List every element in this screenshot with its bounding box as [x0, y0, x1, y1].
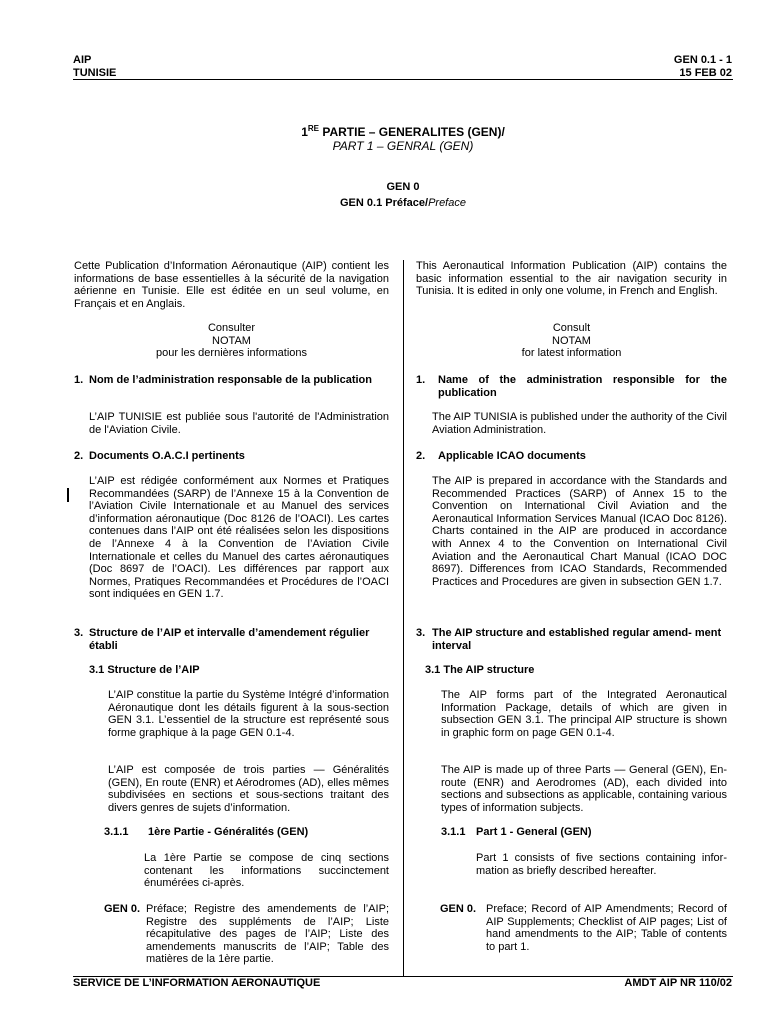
en-s2-text: The AIP is prepared in accordance with the Standards and Recommended Practices (SARP) of Annex 15 to the Convention on International Civil Aviation and the Aeronautical Information Services Manual (ICAO Doc 8126). Charts contained in the AIP are produced in accordance with Annex 4 to the Convention on International Civil Aviation and the Aeronautical Chart Manual (ICAO DOC 8697). Differences from ICAO Standards, Recommended Practices and Procedures are given in subsection GEN 1.7. — [432, 475, 727, 588]
column-divider — [403, 260, 404, 976]
en-s3-number: 3. — [416, 627, 426, 639]
footer-publisher: SERVICE DE L’INFORMATION AERONAUTIQUE — [73, 977, 321, 989]
footer-amendment: AMDT AIP NR 110/02 — [624, 977, 732, 989]
fr-s3-heading: Structure de l’AIP et intervalle d’amendement régulier établi — [89, 627, 370, 652]
page-reference: GEN 0.1 - 1 — [673, 54, 732, 66]
header-aip: AIP — [73, 54, 92, 66]
fr-consult-line3: pour les dernières informations — [155, 347, 308, 360]
en-s31-heading: 3.1 The AIP structure — [425, 664, 535, 676]
fr-s1-heading: Nom de l’administration responsable de la publication — [89, 374, 372, 386]
en-gen0-label: GEN 0. — [440, 903, 477, 915]
fr-intro: Cette Publication d’Information Aéronautique (AIP) contient les informations de base essentielles à la sécurité de la navigation aérienne en Tunisie. Elle est éditée en un seul volume, en Français et en Anglais. — [74, 260, 389, 310]
fr-s311-heading: 1ère Partie - Généralités (GEN) — [148, 826, 309, 838]
fr-s31-paragraph1: L’AIP constitue la partie du Système Intégré d’information Aéronautique dont les détails figurent à la sous-section GEN 3.1. L’essentiel de la structure est représenté sous forme graphique à la page GEN 0.1-4. — [108, 689, 389, 739]
en-consult — [416, 322, 727, 360]
en-s1-heading: Name of the administration responsible for the publication — [438, 374, 727, 399]
change-bar — [67, 488, 69, 502]
section-gen01: GEN 0.1 Préface/Preface — [340, 197, 466, 209]
title-en: PART 1 – GENRAL (GEN) — [332, 139, 474, 153]
fr-consult — [74, 322, 389, 360]
en-consult-line2: NOTAM — [552, 334, 591, 347]
fr-s31-heading: 3.1 Structure de l’AIP — [89, 664, 200, 676]
fr-consult-line1: Consulter — [207, 322, 256, 334]
fr-s311-text: La 1ère Partie se compose de cinq sections contenant les informations succinctement énumérées ci-après. — [144, 852, 389, 890]
en-s311-number: 3.1.1 — [441, 826, 466, 838]
section-gen0: GEN 0 — [386, 181, 420, 193]
fr-s2-number: 2. — [74, 450, 84, 462]
en-s31-paragraph2: The AIP is made up of three Parts — General (GEN), En-route (ENR) and Aerodromes (AD), each divided into sections and subsections as applicable, containing various types of information subjects. — [441, 764, 727, 814]
fr-s31-paragraph2: L’AIP est composée de trois parties — Généralités (GEN), En route (ENR) et Aérodromes (AD), elles mêmes subdivisées en sections et sous-sections traitant des divers genres de sujets d’information. — [108, 764, 389, 814]
fr-gen0-text: Préface; Registre des amendements de l’AIP; Registre des suppléments de l’AIP; Liste récapitulative des pages de l’AIP; Liste des amendements manuscrits de l’AIP; Table des matières de la 1ère partie. — [146, 903, 389, 966]
fr-gen0-label: GEN 0. — [104, 903, 141, 915]
page-title — [73, 122, 733, 153]
fr-s1-text: L’AIP TUNISIE est publiée sous l'autorité de l'Administration de l'Aviation Civile. — [89, 411, 389, 436]
fr-s311-number: 3.1.1 — [104, 826, 129, 838]
header-left — [73, 54, 116, 79]
fr-s1-number: 1. — [74, 374, 84, 386]
header-right — [674, 54, 732, 79]
en-s2-heading: Applicable ICAO documents — [438, 450, 586, 462]
header-country: TUNISIE — [73, 66, 117, 79]
en-s3-heading: The AIP structure and established regular amend- ment interval — [432, 627, 722, 652]
fr-consult-line2: NOTAM — [212, 334, 251, 347]
title-fr: 1RE PARTIE – GENERALITES (GEN)/ — [301, 124, 505, 139]
fr-s2-text: L’AIP est rédigée conformément aux Normes et Pratiques Recommandées (SARP) de l’Annexe 15 à la Convention de l’Aviation Civile Internationale et au Manuel des services d’information aéronautique (Doc 8126 de l’OACI). Les cartes contenues dans l’AIP ont été réalisées selon les dispositions de l’Annexe 4 à la Convention de l’Aviation Civile Internationale et celles du Manuel des cartes aéronautiques (Doc 8697 de l’OACI). Les différences par rapport aux Normes, Pratiques Recommandées et Procédures de l’OACI sont indiquées en GEN 1.7. — [89, 475, 389, 601]
page-date: 15 FEB 02 — [679, 66, 732, 79]
en-s1-text: The AIP TUNISIA is published under the authority of the Civil Aviation Administration. — [432, 411, 727, 436]
en-intro: This Aeronautical Information Publication (AIP) contains the basic information essential to the air navigation security in Tunisia. It is edited in only one volume, in French and English. — [416, 260, 727, 298]
en-s31-paragraph1: The AIP forms part of the Integrated Aeronautical Information Package, details of which are given in subsection GEN 3.1. The principal AIP structure is shown in graphic form on page GEN 0.1-4. — [441, 689, 727, 739]
en-consult-line1: Consult — [552, 322, 591, 334]
en-s2-number: 2. — [416, 450, 426, 462]
en-s1-number: 1. — [416, 374, 426, 386]
en-s311-text: Part 1 consists of five sections containing infor- mation as briefly described hereafter. — [476, 852, 727, 877]
en-consult-line3: for latest information — [521, 347, 622, 360]
en-s311-heading: Part 1 - General (GEN) — [476, 826, 592, 838]
fr-s3-number: 3. — [74, 627, 84, 639]
fr-s2-heading: Documents O.A.C.I pertinents — [89, 450, 245, 462]
header-rule — [73, 79, 733, 80]
en-gen0-text: Preface; Record of AIP Amendments; Record of AIP Supplements; Checklist of AIP pages; List of hand amendments to the AIP; Table of contents to part 1. — [486, 903, 727, 953]
